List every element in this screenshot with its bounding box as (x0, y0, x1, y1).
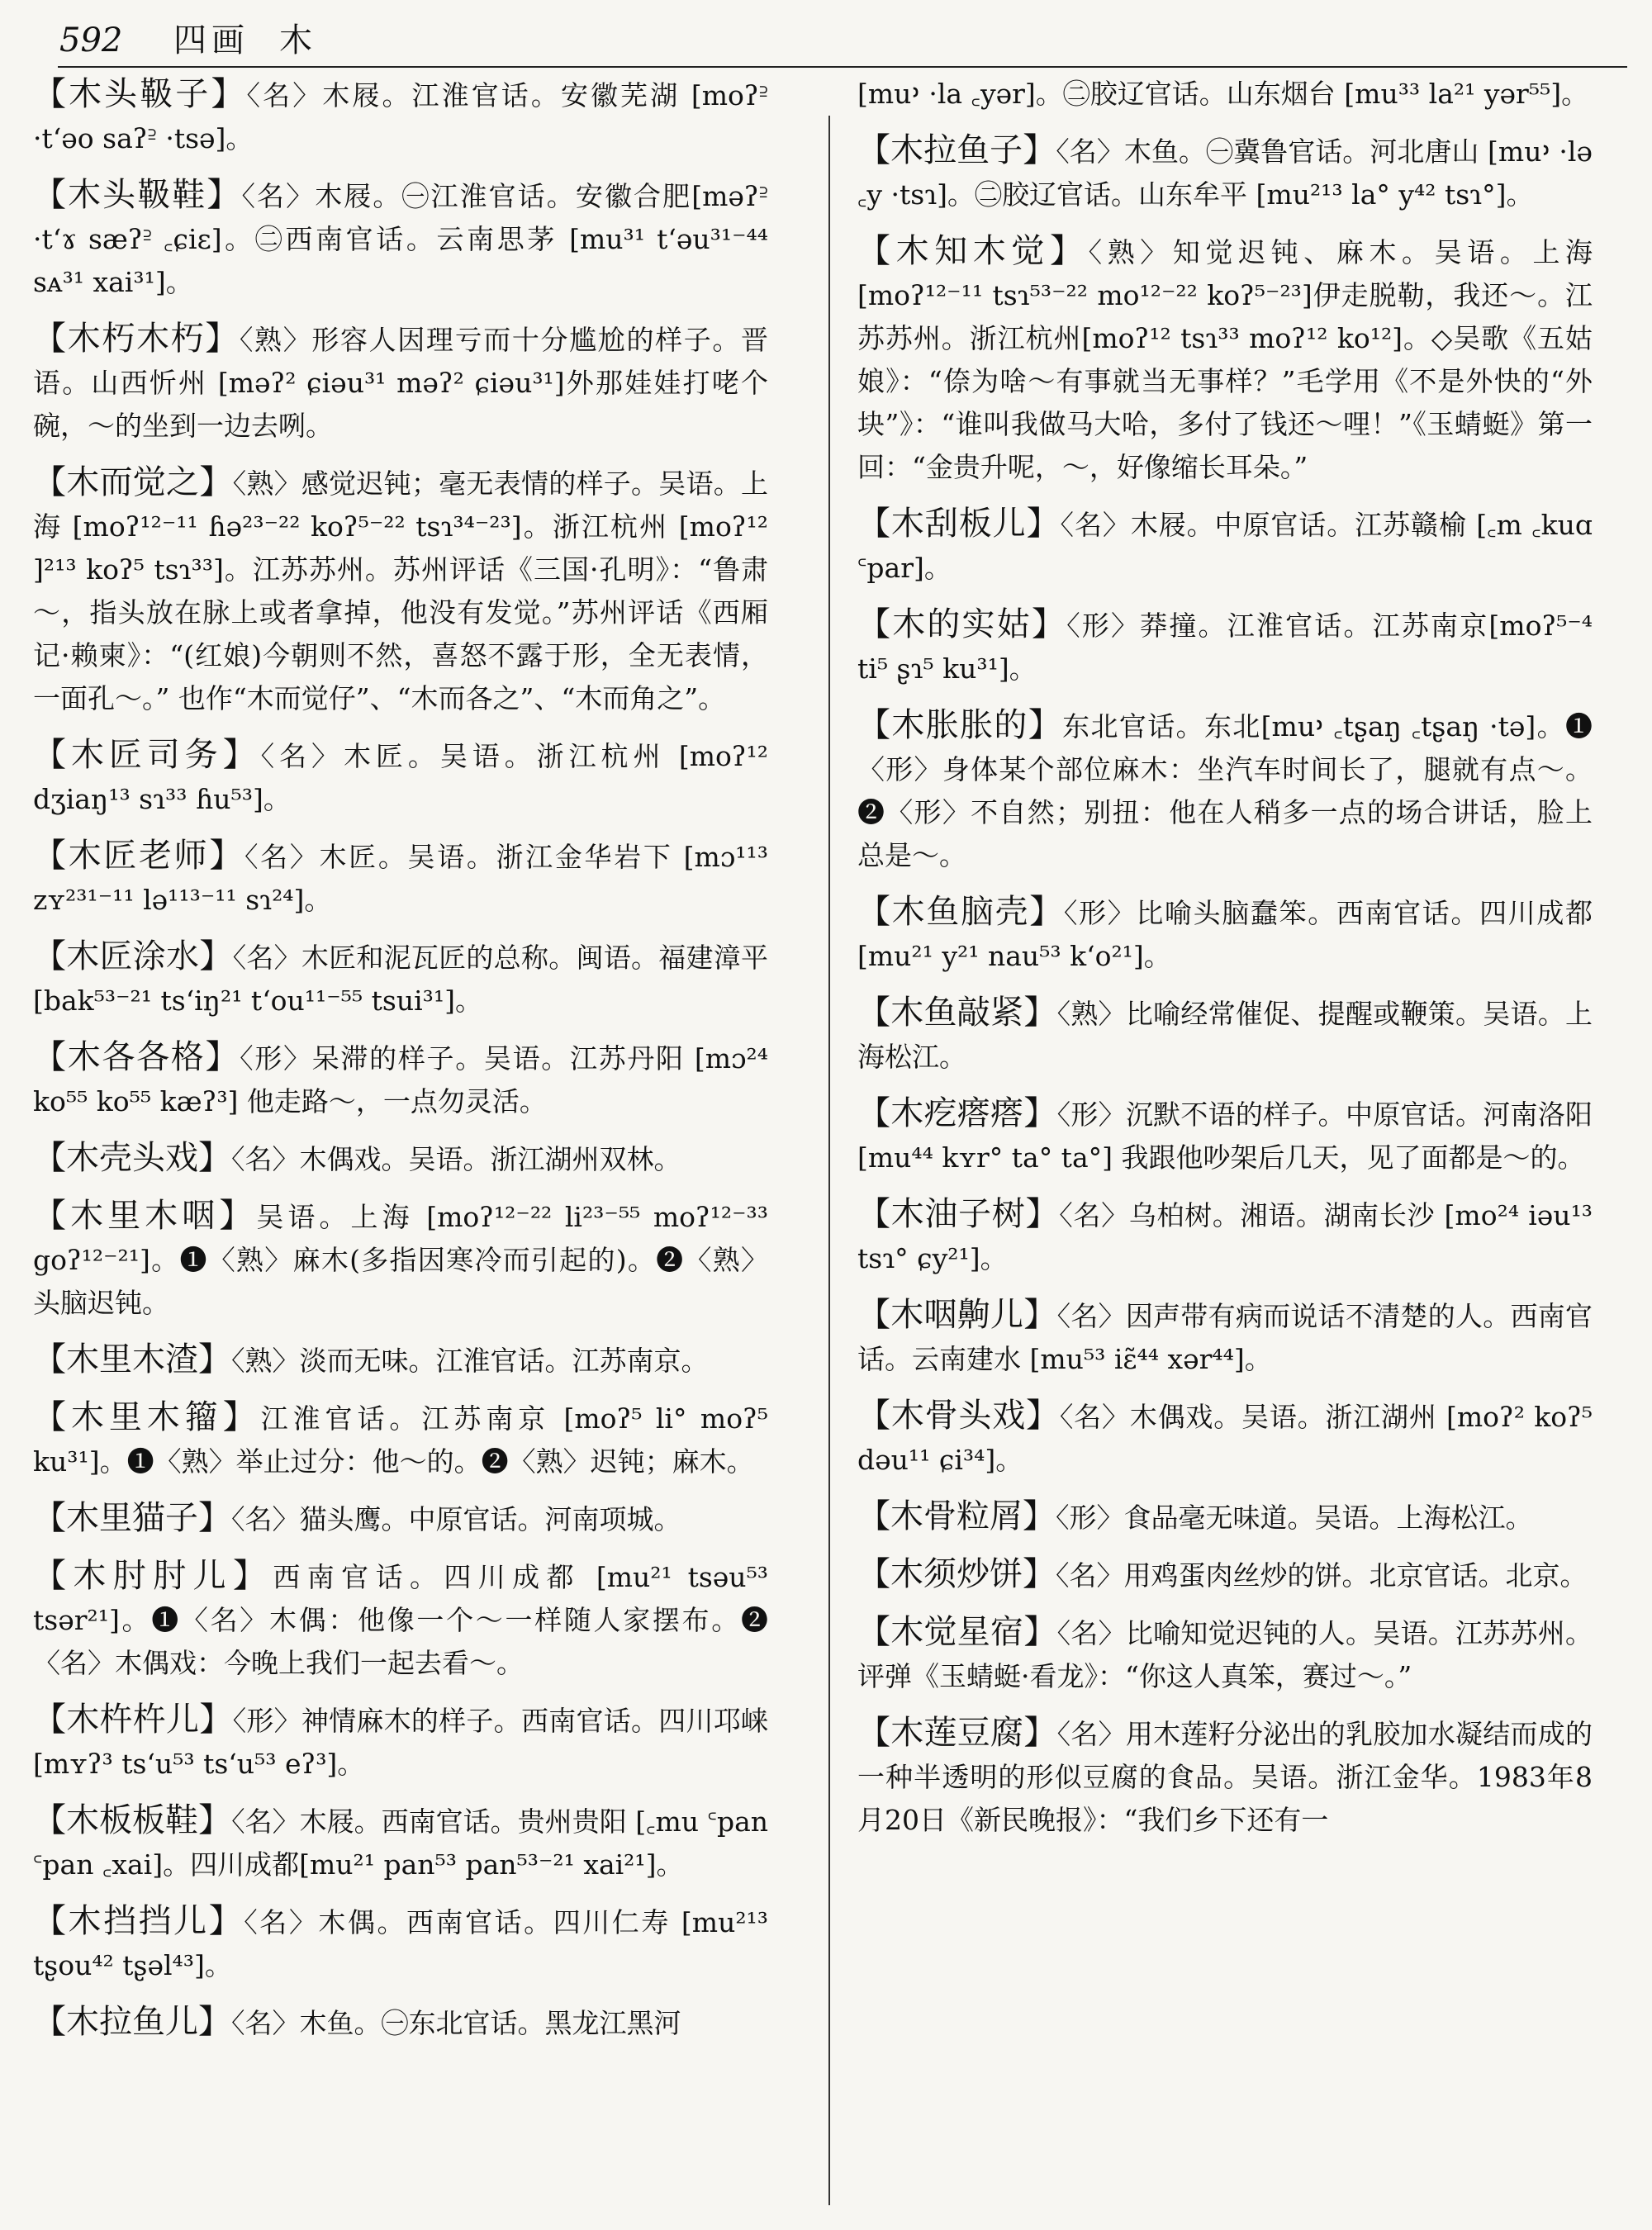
entry-definition: 〈形〉沉默不语的样子。中原官话。河南洛阳 [mu⁴⁴ kʏr° ta° ta°] 我跟他吵架后几天，见了面都是～的。 (857, 1098, 1593, 1174)
dictionary-entry (857, 1495, 1593, 1540)
entry-headword: 【木头靸子】 (33, 75, 247, 113)
entry-headword: 【木挡挡儿】 (33, 1902, 244, 1940)
dictionary-entry (857, 991, 1593, 1079)
entry-definition: 〈名〉木偶戏。吴语。浙江湖州双林。 (231, 1143, 681, 1175)
entry-definition: 〈形〉神情麻木的样子。西南官话。四川邛崃 [mʏʔ³ tsʻu⁵³ tsʻu⁵³ eʔ³]。 (33, 1705, 769, 1780)
entry-headword: 【木觉星宿】 (857, 1613, 1057, 1651)
dictionary-entry (33, 1799, 768, 1886)
dictionary-entry (857, 603, 1593, 690)
entry-definition: 〈名〉乌柏树。湘语。湖南长沙 [mo²⁴ iəu¹³ tsɿ° ɕy²¹]。 (857, 1199, 1593, 1274)
entry-headword: 【木里木籀】 (33, 1398, 261, 1436)
entry-definition: 〈熟〉知觉迟钝、麻木。吴语。上海 [moʔ¹²⁻¹¹ tsɿ⁵³⁻²² mo¹²⁻²² koʔ⁵⁻²³]伊走脱勒，我还～。江苏苏州。浙江杭州[moʔ¹² tsɿ³³ moʔ¹² ko¹²]。◇吴歌《五姑娘》：“倷为啥～有事就当无事样？”毛学用《不是外快的“外块”》：“谁叫我做马大哈，多付了钱还～哩！”《玉蜻蜓》第一回：“金贵升呢，～，好像缩长耳朵。” (857, 236, 1593, 483)
entry-headword: 【木刮板儿】 (857, 505, 1061, 543)
dictionary-entry (857, 1394, 1593, 1482)
entry-definition: 〈名〉因声带有病而说话不清楚的人。西南官话。云南建水 [mu⁵³ iɛ̃⁴⁴ xər⁴⁴]。 (857, 1300, 1593, 1375)
headword-text: 木肘肘儿 (73, 1557, 233, 1595)
entry-definition: 〈名〉木偶。西南官话。四川仁寿 [mu²¹³ tʂou⁴² tʂəl⁴³]。 (33, 1906, 769, 1981)
entry-headword: 【木里木渣】 (33, 1340, 231, 1378)
headword-text: 木匠涂水 (66, 937, 200, 975)
dictionary-entry (33, 935, 768, 1022)
dictionary-entry (33, 2000, 768, 2045)
entry-headword: 【木里猫子】 (33, 1499, 231, 1537)
page-number: 592 (59, 21, 123, 59)
entry-definition: 〈形〉莽撞。江淮官话。江苏南京[moʔ⁵⁻⁴ ti⁵ ʂɿ⁵ ku³¹]。 (857, 610, 1593, 685)
entry-headword: 【木鱼脑壳】 (857, 893, 1064, 931)
headword-text: 木的实姑 (892, 605, 1032, 643)
entry-headword: 【木朽木朽】 (33, 320, 240, 358)
entry-headword: 【木头靸鞋】 (33, 176, 242, 214)
continued-entry: [mu᠈ ·la ꜀yər]。㊁胶辽官话。山东烟台 [mu³³ la²¹ yər⁵⁵]。 (857, 78, 1589, 110)
page-header (58, 12, 1627, 68)
entry-definition: 〈名〉木屐。中原官话。江苏赣榆 [꜀m ꜀kuɑ ꜂par]。 (857, 509, 1593, 584)
entry-definition: 〈形〉呆滞的样子。吴语。江苏丹阳 [mɔ²⁴ ko⁵⁵ ko⁵⁵ kæʔ³] 他走路～，一点勿灵活。 (33, 1042, 769, 1117)
entry-definition: 〈名〉猫头鹰。中原官话。河南项城。 (231, 1503, 681, 1535)
dictionary-entry (33, 173, 768, 304)
headword-text: 木里木籀 (70, 1398, 223, 1436)
headword-text: 木而觉之 (66, 463, 200, 501)
right-column (857, 73, 1593, 2197)
dictionary-entry (857, 1553, 1593, 1597)
dictionary-entry (857, 502, 1593, 590)
entry-headword: 【木肘肘儿】 (33, 1557, 273, 1595)
headword-text: 木匠老师 (68, 837, 210, 875)
entry-headword: 【木莲豆腐】 (857, 1714, 1057, 1752)
dictionary-entry (857, 1611, 1593, 1698)
entry-definition: 〈熟〉比喻经常催促、提醒或鞭策。吴语。上海松江。 (857, 998, 1593, 1073)
entry-definition: 〈名〉比喻知觉迟钝的人。吴语。江苏苏州。评弹《玉蜻蜓·看龙》：“你这人真笨，赛过～。” (857, 1617, 1593, 1692)
headword-text: 木咽齁儿 (890, 1296, 1024, 1334)
entry-headword: 【木鱼敲紧】 (857, 994, 1057, 1032)
entry-headword: 【木杵杵儿】 (33, 1701, 233, 1739)
entry-headword: 【木壳头戏】 (33, 1139, 231, 1177)
entry-headword: 【木骨粒屑】 (857, 1497, 1056, 1535)
headword-text: 木须炒饼 (890, 1555, 1023, 1593)
headword-text: 木头靸子 (69, 75, 211, 113)
dictionary-entry (857, 890, 1593, 978)
headword-text: 木骨粒屑 (890, 1497, 1023, 1535)
headword-text: 木骨头戏 (890, 1397, 1027, 1435)
entry-definition: 江淮官话。江苏南京 [moʔ⁵ li° moʔ⁵ ku³¹]。❶〈熟〉举止过分：他～的。❷〈熟〉迟钝；麻木。 (33, 1402, 768, 1478)
headword-text: 木杵杵儿 (66, 1701, 200, 1739)
dictionary-entry (33, 1497, 768, 1541)
headword-text: 木疙瘩瘩 (890, 1094, 1024, 1132)
entry-headword: 【木须炒饼】 (857, 1555, 1056, 1593)
entry-definition: 〈熟〉感觉迟钝；毫无表情的样子。吴语。上海 [moʔ¹²⁻¹¹ ɦə²³⁻²² koʔ⁵⁻²² tsɿ³⁴⁻²³]。浙江杭州 [moʔ¹² ]²¹³ koʔ⁵ tsɿ³³]。江苏苏州。苏州评话《三国·孔明》：“鲁肃～，指头放在脉上或者拿掉，他没有发觉。”苏州评话《西厢记·赖柬》：“(红娘)今朝则不然，喜怒不露于形，全无表情，一面孔～。” 也作“木而觉仔”、“木而各之”、“木而角之”。 (33, 467, 769, 714)
headword-text: 木里木渣 (66, 1340, 198, 1378)
dictionary-entry (33, 733, 768, 821)
entry-headword: 【木拉鱼儿】 (33, 2003, 231, 2041)
entry-headword: 【木匠老师】 (33, 837, 245, 875)
dictionary-entry (33, 1698, 768, 1786)
column-divider (828, 116, 830, 2205)
headword-text: 木知木觉 (895, 232, 1050, 270)
entry-headword: 【木匠司务】 (33, 736, 261, 774)
entry-definition: 〈名〉木偶戏。吴语。浙江湖州 [moʔ² koʔ⁵ dəu¹¹ ɕi³⁴]。 (857, 1401, 1593, 1476)
headword-text: 木里猫子 (66, 1499, 198, 1537)
dictionary-entry (33, 1338, 768, 1383)
entry-headword: 【木骨头戏】 (857, 1397, 1060, 1435)
headword-text: 木觉星宿 (890, 1613, 1024, 1651)
entry-definition: 西南官话。四川成都 [mu²¹ tsəu⁵³ tsər²¹]。❶〈名〉木偶：他像一个～一样随人家摆布。❷〈名〉木偶戏：今晚上我们一起去看～。 (33, 1561, 769, 1679)
entry-headword: 【木拉鱼子】 (857, 131, 1056, 169)
entry-headword: 【木的实姑】 (857, 605, 1067, 643)
dictionary-entry (857, 1293, 1593, 1381)
dictionary-entry (857, 129, 1593, 216)
dictionary-entry (33, 1036, 768, 1123)
dictionary-entry (33, 461, 768, 720)
entry-definition: 东北官话。东北[mu᠈ ꜀tʂaŋ ꜀tʂaŋ ·tə]。❶〈形〉身体某个部位麻木：坐汽车时间长了，腿就有点～。❷〈形〉不自然；别扭：他在人稍多一点的场合讲话，脸上总是～。 (857, 710, 1593, 871)
dictionary-entry (33, 317, 768, 448)
headword-text: 木拉鱼子 (890, 131, 1023, 169)
left-column (33, 73, 768, 2197)
headword-text: 木莲豆腐 (890, 1714, 1024, 1752)
headword-text: 木各各格 (67, 1038, 206, 1076)
entry-headword: 【木咽齁儿】 (857, 1296, 1057, 1334)
entry-definition: 〈名〉木匠。吴语。浙江金华岩下 [mɔ¹¹³ zʏ²³¹⁻¹¹ lə¹¹³⁻¹¹ sɿ²⁴]。 (33, 841, 769, 916)
entry-definition: 〈名〉用木莲籽分泌出的乳胶加水凝结而成的一种半透明的形似豆腐的食品。吴语。浙江金华。1983年8月20日《新民晚报》：“我们乡下还有一 (857, 1718, 1593, 1836)
headword-text: 木头靸鞋 (68, 176, 207, 214)
dictionary-entry (857, 704, 1593, 877)
entry-definition: 〈形〉食品毫无味道。吴语。上海松江。 (1056, 1502, 1533, 1534)
entry-definition: 〈形〉比喻头脑蠢笨。西南官话。四川成都 [mu²¹ y²¹ nau⁵³ kʻo²¹]。 (857, 897, 1593, 972)
entry-definition: 〈名〉木匠和泥瓦匠的总称。闽语。福建漳平 [bak⁵³⁻²¹ tsʻiŋ²¹ tʻou¹¹⁻⁵⁵ tsui³¹]。 (33, 942, 769, 1017)
dictionary-entry (857, 1092, 1593, 1179)
headword-text: 木胀胀的 (891, 706, 1028, 744)
dictionary-entry (33, 1194, 768, 1325)
entry-headword: 【木知木觉】 (857, 232, 1089, 270)
headword-text: 木朽木朽 (67, 320, 206, 358)
dictionary-entry (857, 1711, 1593, 1842)
dictionary-entry (33, 834, 768, 922)
headword-text: 木油子树 (890, 1195, 1026, 1233)
headword-text: 木壳头戏 (66, 1139, 198, 1177)
entry-definition: 〈名〉木鱼。㊀东北官话。黑龙江黑河 (231, 2007, 681, 2039)
headword-text: 木板板鞋 (66, 1801, 199, 1839)
headword-text: 木鱼脑壳 (891, 893, 1030, 931)
entry-definition: 〈名〉木屐。江淮官话。安徽芜湖 [moʔ꜅ ·tʻəo saʔ꜅ ·tsə]。 (33, 79, 769, 154)
entry-definition: 〈名〉木屐。西南官话。贵州贵阳 [꜀mu ꜂pan ꜂pan ꜀xai]。四川成都[mu²¹ pan⁵³ pan⁵³⁻²¹ xai²¹]。 (33, 1805, 769, 1881)
dictionary-entry (33, 1554, 768, 1685)
entry-definition: 〈名〉用鸡蛋肉丝炒的饼。北京官话。北京。 (1056, 1559, 1588, 1592)
entry-headword: 【木而觉之】 (33, 463, 233, 501)
entry-definition: 〈熟〉淡而无味。江淮官话。江苏南京。 (231, 1345, 709, 1377)
entry-definition: 〈熟〉形容人因理亏而十分尴尬的样子。晋语。山西忻州 [məʔ² ɕiəu³¹ məʔ² ɕiəu³¹]外那娃娃打咾个碗，～的坐到一边去咧。 (33, 324, 769, 442)
entry-definition: 〈名〉木屐。㊀江淮官话。安徽合肥[məʔ꜅ ·tʻɤ sæʔ꜅ ꜀ɕiɛ]。㊁西南官话。云南思茅 [mu³¹ tʻəu³¹⁻⁴⁴ sᴀ³¹ xai³¹]。 (33, 180, 769, 298)
headword-text: 木里木咽 (70, 1197, 220, 1235)
dictionary-entry (857, 230, 1593, 489)
headword-text: 木挡挡儿 (68, 1902, 209, 1940)
entry-headword: 【木疙瘩瘩】 (857, 1094, 1057, 1132)
headword-text: 木鱼敲紧 (890, 994, 1024, 1032)
entry-headword: 【木里木咽】 (33, 1197, 257, 1235)
dictionary-entry (33, 1900, 768, 1987)
section-label: 四画 (173, 21, 249, 59)
entry-headword: 【木匠涂水】 (33, 937, 233, 975)
dictionary-entry (33, 73, 768, 160)
radical-char: 木 (279, 21, 312, 59)
entry-definition: 〈名〉木鱼。㊀冀鲁官话。河北唐山 [mu᠈ ·lə ꜀y ·tsɿ]。㊁胶辽官话。山东牟平 [mu²¹³ la° y⁴² tsɿ°]。 (857, 135, 1593, 211)
entry-headword: 【木胀胀的】 (857, 706, 1063, 744)
entry-definition: 〈名〉木匠。吴语。浙江杭州 [moʔ¹² dʒiaŋ¹³ sɿ³³ ɦu⁵³]。 (33, 740, 769, 815)
dictionary-entry (33, 1396, 768, 1483)
headword-text: 木刮板儿 (890, 505, 1027, 543)
dictionary-entry (33, 1136, 768, 1181)
entry-headword: 【木各各格】 (33, 1038, 240, 1076)
entry-headword: 【木油子树】 (857, 1195, 1060, 1233)
headword-text: 木匠司务 (70, 736, 223, 774)
entry-headword: 【木板板鞋】 (33, 1801, 232, 1839)
dictionary-entry (857, 1193, 1593, 1280)
entry-definition: 吴语。上海 [moʔ¹²⁻²² li²³⁻⁵⁵ moʔ¹²⁻³³ goʔ¹²⁻²¹]。❶〈熟〉麻木(多指因寒冷而引起的)。❷〈熟〉头脑迟钝。 (33, 1201, 769, 1319)
headword-text: 木拉鱼儿 (66, 2003, 198, 2041)
